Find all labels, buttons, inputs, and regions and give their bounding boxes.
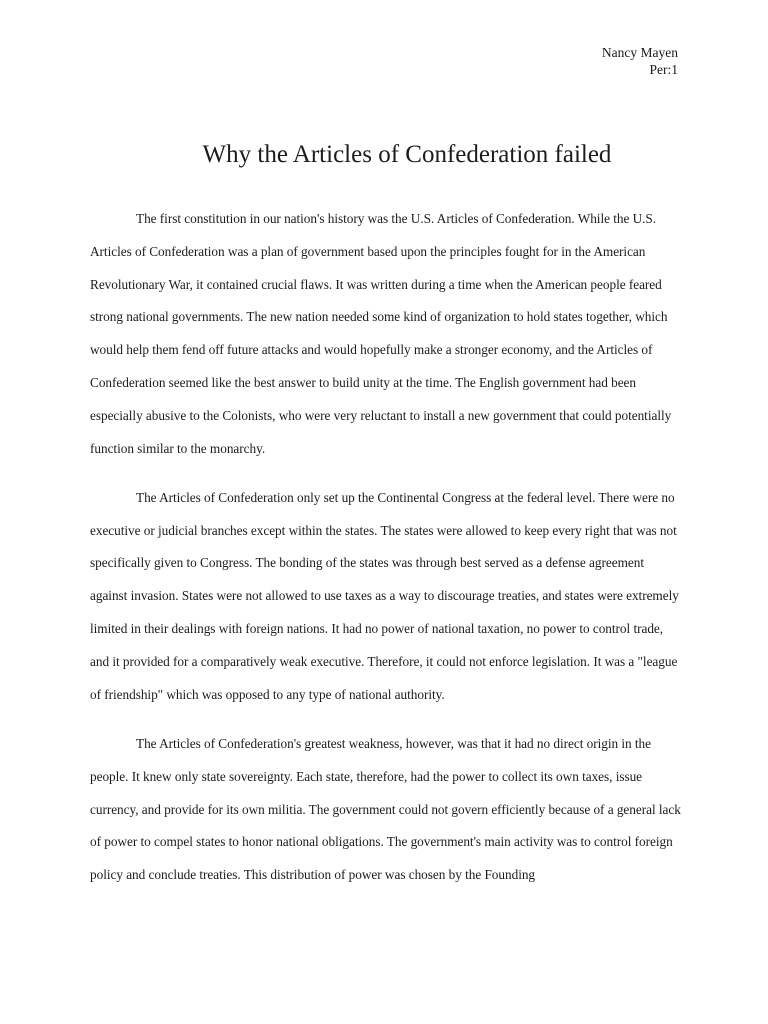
document-body bbox=[90, 203, 682, 908]
paragraph-3: The Articles of Confederation's greatest weakness, however, was that it had no direct origin in the people. It knew only state sovereignty. Each state, therefore, had the power to collect its own taxes, issue currency, and provide for its own militia. The government could not govern efficiently because of a general lack of power to compel states to honor national obligations. The government's main activity was to control foreign policy and conclude treaties. This distribution of power was chosen by the Founding bbox=[90, 735, 681, 883]
class-period: Per:1 bbox=[649, 62, 678, 77]
author-name: Nancy Mayen bbox=[601, 45, 678, 60]
page-header bbox=[602, 44, 678, 78]
paragraph-1: The first constitution in our nation's history was the U.S. Articles of Confederation. While the U.S. Articles of Confederation was a plan of government based upon the principles fought for in the American Revolutionary War, it contained crucial flaws. It was written during a time when the American people feared strong national governments. The new nation needed some kind of organization to hold states together, which would help them fend off future attacks and would hopefully make a stronger economy, and the Articles of Confederation seemed like the best answer to build unity at the time. The English government had been especially abusive to the Colonists, who were very reluctant to install a new government that could potentially function similar to the monarchy. bbox=[90, 211, 672, 456]
paragraph-2: The Articles of Confederation only set up the Continental Congress at the federal level. There were no executive or judicial branches except within the states. The states were allowed to keep every right that was not specifically given to Congress. The bonding of the states was through best served as a defense agreement against invasion. States were not allowed to use taxes as a way to discourage treaties, and states were extremely limited in their dealings with foreign nations. It had no power of national taxation, no power to control trade, and it provided for a comparatively weak executive. Therefore, it could not enforce legislation. It was a "league of friendship" which was opposed to any type of national authority. bbox=[90, 489, 679, 702]
document-title: Why the Articles of Confederation failed bbox=[202, 141, 612, 168]
